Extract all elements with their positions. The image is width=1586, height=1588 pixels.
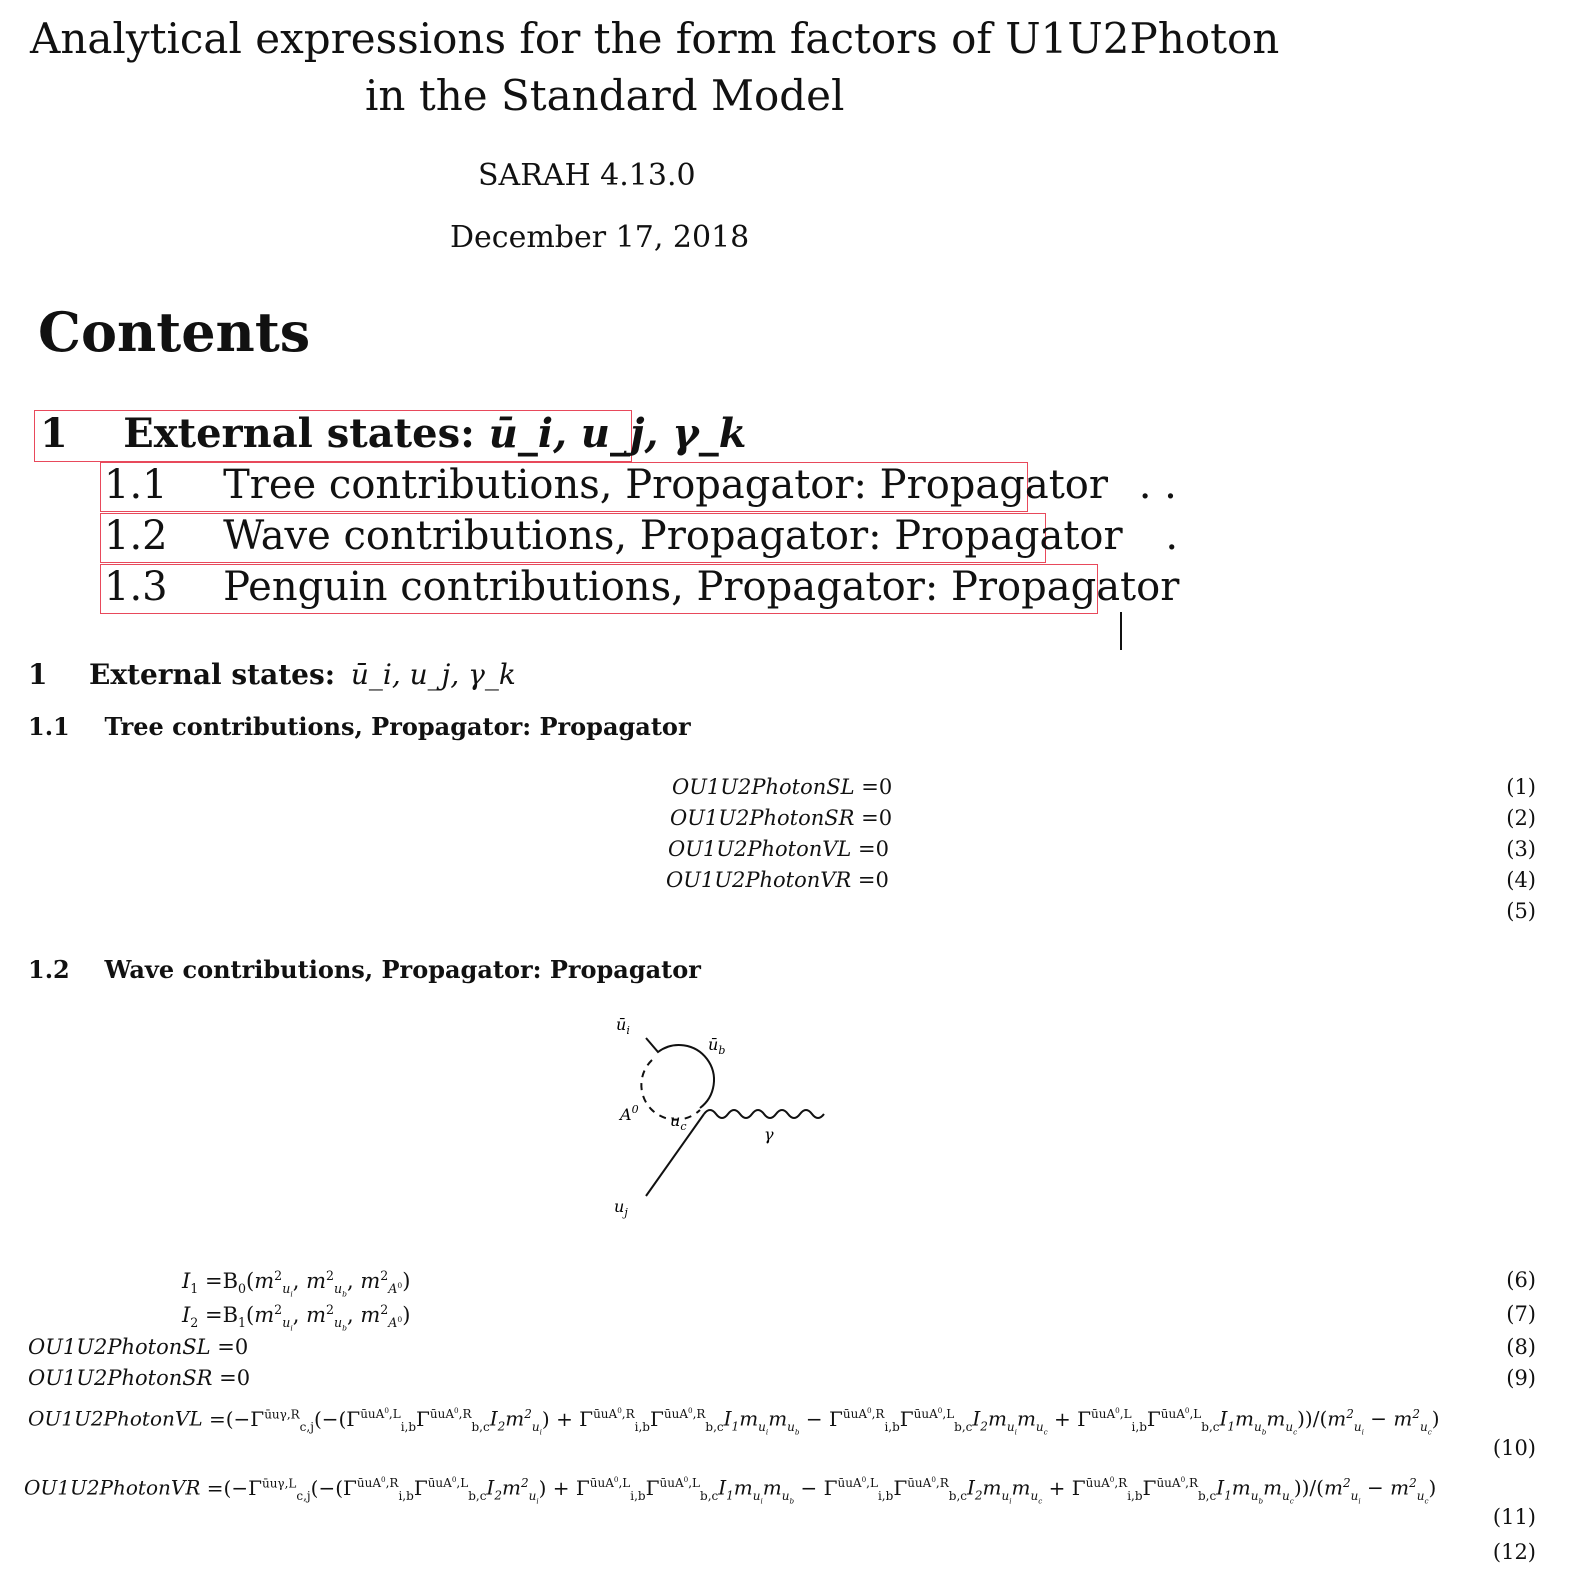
toc-dots: . .	[1138, 462, 1177, 508]
toc-entry-1-1[interactable]	[104, 462, 1177, 508]
toc-entry-1[interactable]	[40, 410, 746, 457]
equation-8: OU1U2PhotonSL =0	[28, 1335, 249, 1359]
section-label: Tree contributions, Propagator: Propagator	[104, 712, 691, 741]
equation-number: (8)	[1506, 1335, 1536, 1359]
section-label: Wave contributions, Propagator: Propagator	[104, 955, 701, 984]
equation-7: $I_2 =B_1(m^2_{u_i}$, $m^2_{u_b}$, $m^2_{A^0}$)	[182, 1302, 411, 1333]
section-label: External states:	[88, 658, 336, 691]
equation-2: OU1U2PhotonSR =0	[670, 806, 893, 830]
toc-num: 1.1	[104, 462, 168, 508]
toc-entry-1-3[interactable]	[104, 564, 1179, 610]
ub-propagator	[646, 1038, 714, 1108]
equation-number: (9)	[1506, 1366, 1536, 1390]
title-line-2: in the Standard Model	[365, 71, 845, 120]
section-1-1-heading	[28, 712, 691, 741]
section-num: 1.1	[28, 712, 70, 741]
label-ub: $ū_b$	[708, 1035, 726, 1057]
equation-number: (10)	[1492, 1436, 1536, 1460]
toc-label: Wave contributions, Propagator: Propagator	[223, 513, 1123, 559]
equation-number: (5)	[1506, 899, 1536, 923]
label-uj: $u_j$	[614, 1197, 628, 1219]
toc-num: 1.3	[104, 564, 168, 610]
toc-num: 1	[40, 410, 68, 457]
toc-label: Penguin contributions, Propagator: Propagator	[223, 564, 1180, 610]
label-gamma: γ	[764, 1125, 774, 1144]
toc-num: 1.2	[104, 513, 168, 559]
text-cursor	[1120, 612, 1122, 650]
photon-line	[704, 1110, 824, 1118]
equation-number: (12)	[1492, 1540, 1536, 1564]
equation-1: OU1U2PhotonSL =0	[672, 775, 893, 799]
equation-number: (1)	[1506, 775, 1536, 799]
equation-number: (4)	[1506, 868, 1536, 892]
section-1-2-heading	[28, 955, 701, 984]
toc-label: External states:	[123, 410, 489, 457]
equation-4: OU1U2PhotonVR =0	[666, 868, 889, 892]
equation-9: OU1U2PhotonSR =0	[28, 1366, 251, 1390]
toc-dots: .	[1165, 513, 1179, 559]
equation-number: (3)	[1506, 837, 1536, 861]
date: December 17, 2018	[450, 220, 750, 255]
equation-number: (11)	[1492, 1505, 1536, 1529]
toc-label: Tree contributions, Propagator: Propagator	[223, 462, 1108, 508]
equation-number: (7)	[1506, 1302, 1536, 1326]
section-1-heading	[28, 658, 516, 691]
label-uc: $u_c$	[670, 1111, 687, 1133]
equation-number: (6)	[1506, 1268, 1536, 1292]
equation-3: OU1U2PhotonVL =0	[668, 837, 890, 861]
toc-entry-1-2[interactable]	[104, 513, 1178, 559]
contents-heading: Contents	[38, 300, 311, 364]
section-num: 1	[28, 658, 48, 691]
title-line-1: Analytical expressions for the form factors of U1U2Photon	[30, 14, 1280, 63]
equation-6: $I_1 =B_0(m^2_{u_i}$, $m^2_{u_b}$, $m^2_{A^0}$)	[182, 1268, 411, 1299]
equation-number: (2)	[1506, 806, 1536, 830]
equation-11: OU1U2PhotonVR $=(-\Gamma^{ūu\gamma,L}_{c,j}(-(\Gamma^{ūuA^0,R}_{i,b}\Gamma^{ūuA^0,L}_{b,c}I_2m^2_{u_i}) + \Gamma^{ūuA^0,L}_{i,b}\Gamma^{ūuA^0,L}_{b,c}I_1m_{u_i}m_{u_b} - \Gamma^{ūuA^0,L}_{i,b}\Gamma^{ūuA^0,R}_{b,c}I_2m_{u_i}m_{u_c} + \Gamma^{ūuA^0,R}_{i,b}\Gamma^{ūuA^0,R}_{b,c}I_1m_{u_b}m_{u_c}))/(m^2_{u_i} - m^2_{u_c})$	[24, 1475, 1437, 1506]
version: SARAH 4.13.0	[478, 158, 696, 193]
label-a0: $A^0$	[620, 1103, 639, 1124]
label-ui: $ū_i$	[616, 1015, 630, 1037]
section-math: ū_i, u_j, γ_k	[350, 658, 516, 691]
feynman-diagram	[600, 1010, 860, 1220]
equation-10: OU1U2PhotonVL $=(-\Gamma^{ūu\gamma,R}_{c,j}(-(\Gamma^{ūuA^0,L}_{i,b}\Gamma^{ūuA^0,R}_{b,c}I_2m^2_{u_i}) + \Gamma^{ūuA^0,R}_{i,b}\Gamma^{ūuA^0,R}_{b,c}I_1m_{u_i}m_{u_b} - \Gamma^{ūuA^0,R}_{i,b}\Gamma^{ūuA^0,L}_{b,c}I_2m_{u_i}m_{u_c} + \Gamma^{ūuA^0,L}_{i,b}\Gamma^{ūuA^0,L}_{b,c}I_1m_{u_b}m_{u_c}))/(m^2_{u_i} - m^2_{u_c})$	[28, 1406, 1440, 1437]
section-num: 1.2	[28, 955, 70, 984]
toc-math: ū_i, u_j, γ_k	[488, 410, 747, 457]
